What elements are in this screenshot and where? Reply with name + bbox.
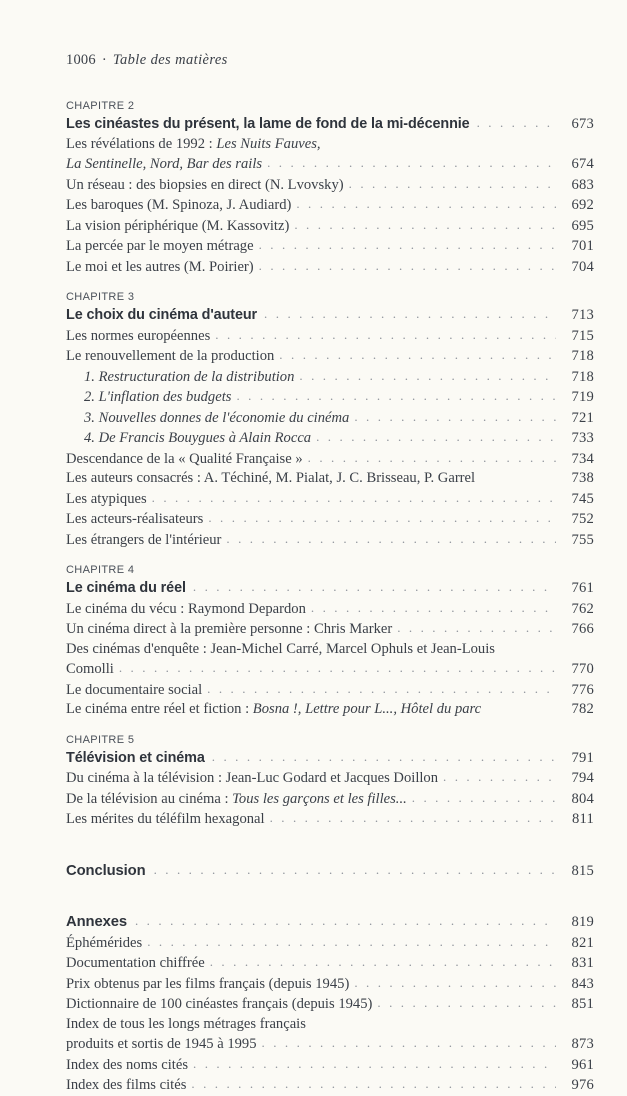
toc-entry-label: Prix obtenus par les films français (depuis 1945): [66, 975, 350, 992]
toc-entry-label: 1. Restructuration de la distribution: [84, 368, 295, 385]
toc-entry-label: Télévision et cinéma: [66, 749, 205, 766]
dot-leader: [236, 386, 556, 406]
toc-entry[interactable]: [66, 953, 594, 974]
toc-entry-label: Annexes: [66, 914, 127, 930]
toc-entry-label: Le cinéma entre réel et fiction : Bosna !, Lettre pour L..., Hôtel du parc: [66, 701, 482, 717]
toc-entry-label: Le cinéma du réel: [66, 580, 186, 596]
toc-entry-label: Éphémérides: [66, 934, 143, 951]
dot-leader: [193, 1054, 556, 1074]
chapter-block: [66, 563, 594, 720]
dot-leader: [279, 345, 556, 365]
chapter-block: [66, 99, 594, 277]
toc-entry[interactable]: [66, 1015, 594, 1035]
toc-entry-label: Les normes européennes: [66, 327, 211, 344]
toc-entry[interactable]: [66, 175, 594, 196]
toc-entry-label: Du cinéma à la télévision : Jean-Luc Godard et Jacques Doillon: [66, 770, 439, 786]
toc-page-number[interactable]: 733: [571, 430, 594, 446]
toc-entry-label: Comolli: [66, 661, 114, 677]
toc-page-number[interactable]: 752: [571, 511, 594, 527]
dot-leader: [191, 1074, 556, 1094]
toc-entry[interactable]: [66, 974, 594, 995]
toc-page-number[interactable]: 704: [571, 258, 594, 275]
toc-page-number[interactable]: 821: [571, 934, 594, 951]
dot-leader: [193, 577, 556, 597]
dot-leader: [267, 153, 556, 173]
toc-entry[interactable]: [66, 680, 594, 701]
toc-entry-label: Dictionnaire de 100 cinéastes français (depuis 1945): [66, 996, 373, 1012]
toc-page-number[interactable]: 761: [571, 580, 594, 596]
folio-number: 1006: [66, 52, 96, 68]
chapter-block: [66, 733, 594, 830]
toc-entry[interactable]: [66, 509, 594, 530]
toc-page-number[interactable]: 782: [571, 701, 594, 717]
toc-entry-label: Le moi et les autres (M. Poirier): [66, 258, 254, 275]
toc-entry[interactable]: [66, 789, 594, 810]
dot-leader: [147, 932, 556, 952]
toc-entry-label: Le documentaire social: [66, 681, 203, 698]
toc-entry-label: Les auteurs consacrés : A. Téchiné, M. Pialat, J. C. Brisseau, P. Garrel: [66, 470, 476, 486]
dot-leader: [212, 747, 556, 767]
toc-entry[interactable]: [66, 599, 594, 620]
section-block: [66, 894, 594, 1096]
chapter-kicker: CHAPITRE 3: [66, 291, 135, 303]
toc-page-number[interactable]: 718: [571, 348, 594, 364]
toc-entry-label: 4. De Francis Bouygues à Alain Rocca: [84, 430, 312, 446]
toc-page-number[interactable]: 695: [571, 217, 594, 234]
dot-leader: [152, 488, 556, 508]
toc-entry-label: Le cinéma du vécu : Raymond Depardon: [66, 600, 306, 617]
toc-entry[interactable]: [66, 994, 594, 1015]
dot-leader: [397, 618, 556, 638]
toc-entry-label: De la télévision au cinéma : Tous les garçons et les filles...: [66, 790, 407, 807]
toc-page-number[interactable]: 815: [571, 862, 594, 879]
toc-entry-label: 2. L'inflation des budgets: [84, 389, 232, 405]
toc-entry[interactable]: [66, 933, 594, 954]
chapter-kicker: CHAPITRE 4: [66, 564, 135, 576]
running-head: [66, 52, 594, 69]
toc-page-number[interactable]: 851: [571, 996, 594, 1012]
toc-entry[interactable]: [66, 489, 594, 510]
dot-leader: [210, 952, 556, 972]
toc-page-number[interactable]: 715: [571, 327, 594, 344]
toc-entry[interactable]: [66, 114, 594, 135]
toc-page-number[interactable]: 873: [571, 1036, 594, 1052]
toc-entry-label: Le renouvellement de la production: [66, 348, 275, 364]
dot-leader: [262, 1033, 556, 1053]
chapter-kicker: CHAPITRE 2: [66, 100, 135, 112]
toc-entry-label: Index de tous les longs métrages français: [66, 1015, 306, 1032]
toc-entry[interactable]: [66, 346, 594, 367]
toc-entry-label: Les étrangers de l'intérieur: [66, 531, 222, 548]
toc-page-number[interactable]: 766: [571, 621, 594, 637]
toc-entry-label: Un cinéma direct à la première personne : Chris Marker: [66, 621, 393, 637]
toc-entry-label: Descendance de la « Qualité Française »: [66, 450, 303, 467]
toc-entry[interactable]: [66, 428, 594, 449]
dot-leader: [477, 113, 556, 133]
toc-page-number[interactable]: 738: [571, 470, 594, 486]
dot-leader: [135, 911, 556, 931]
toc-page-number[interactable]: 692: [571, 197, 594, 213]
dot-leader: [349, 174, 556, 194]
dot-leader: [259, 256, 556, 276]
dot-leader: [299, 366, 556, 386]
toc-entry[interactable]: [66, 195, 594, 216]
toc-entry[interactable]: [66, 154, 594, 175]
dot-leader: [294, 215, 556, 235]
dot-leader: [377, 993, 556, 1013]
toc-entry-label: Des cinémas d'enquête : Jean-Michel Carré, Marcel Ophuls et Jean-Louis: [66, 640, 495, 657]
toc-entry[interactable]: [66, 530, 594, 551]
section-spacer: [66, 894, 594, 912]
chapter-block: [66, 290, 594, 550]
toc-entry[interactable]: [66, 257, 594, 278]
toc-body: [66, 99, 594, 1096]
toc-page-number[interactable]: 719: [571, 389, 594, 405]
toc-entry[interactable]: [66, 861, 594, 882]
dot-leader: [412, 788, 556, 808]
toc-entry[interactable]: [66, 387, 594, 408]
toc-page-number[interactable]: 718: [571, 368, 594, 385]
dot-leader: [207, 679, 556, 699]
dot-leader: [308, 448, 556, 468]
toc-entry[interactable]: [66, 408, 594, 429]
toc-entry[interactable]: [66, 640, 594, 660]
toc-entry-label: La vision périphérique (M. Kassovitz): [66, 217, 290, 234]
toc-entry-label: Index des noms cités: [66, 1056, 188, 1073]
toc-entry-label: Les révélations de 1992 : Les Nuits Fauves,: [66, 135, 321, 152]
toc-entry-label: Le choix du cinéma d'auteur: [66, 307, 258, 323]
toc-entry[interactable]: [66, 326, 594, 347]
toc-entry-label: La percée par le moyen métrage: [66, 238, 254, 254]
dot-leader: [443, 767, 556, 787]
toc-page-number[interactable]: 843: [571, 975, 594, 992]
toc-entry[interactable]: [66, 912, 594, 933]
toc-page-number[interactable]: 831: [571, 955, 594, 971]
toc-page-number[interactable]: 794: [571, 770, 594, 786]
toc-page-number[interactable]: 701: [571, 238, 594, 254]
toc-page-number[interactable]: 976: [571, 1077, 594, 1093]
dot-leader: [226, 529, 556, 549]
toc-entry[interactable]: [66, 619, 594, 640]
toc-page-number[interactable]: 683: [571, 176, 594, 193]
chapter-kicker: CHAPITRE 5: [66, 733, 135, 746]
toc-entry-label: Les baroques (M. Spinoza, J. Audiard): [66, 197, 292, 213]
toc-entry-label: Documentation chiffrée: [66, 955, 205, 971]
dot-leader: [354, 973, 556, 993]
toc-page-number[interactable]: 745: [571, 490, 594, 507]
toc-page-number[interactable]: 734: [571, 450, 594, 467]
toc-entry[interactable]: [66, 449, 594, 470]
dot-leader: [208, 508, 556, 528]
toc-entry-label: Conclusion: [66, 862, 146, 879]
running-head-title: Table des matières: [112, 52, 228, 68]
toc-entry[interactable]: [66, 748, 594, 769]
dot-leader: [296, 194, 556, 214]
toc-entry-label: Index des films cités: [66, 1077, 187, 1093]
dot-leader: [311, 598, 556, 618]
dot-leader: [119, 658, 556, 678]
toc-page-number[interactable]: 762: [571, 600, 594, 617]
toc-entry[interactable]: [66, 1075, 594, 1096]
toc-entry[interactable]: [66, 135, 594, 155]
toc-page-number[interactable]: 770: [571, 661, 594, 677]
toc-entry[interactable]: [66, 1055, 594, 1076]
toc-entry-label: Les cinéastes du présent, la lame de fond de la mi-décennie: [66, 116, 470, 132]
toc-page-number[interactable]: 713: [571, 307, 594, 323]
toc-entry[interactable]: [66, 367, 594, 388]
toc-entry-label: 3. Nouvelles donnes de l'économie du cinéma: [84, 409, 350, 426]
dot-leader: [270, 808, 556, 828]
toc-page-number[interactable]: 791: [571, 749, 594, 766]
toc-page-number[interactable]: 673: [571, 116, 594, 132]
toc-entry[interactable]: [66, 1034, 594, 1055]
toc-page-number[interactable]: 961: [571, 1056, 594, 1073]
toc-entry[interactable]: [66, 659, 594, 680]
dot-leader: [354, 407, 556, 427]
toc-page-number[interactable]: 721: [571, 409, 594, 426]
dot-leader: [316, 427, 556, 447]
toc-page-number[interactable]: 674: [571, 156, 594, 172]
toc-page-number[interactable]: 819: [571, 914, 594, 930]
toc-entry-title-italic: Tous les garçons et les filles...: [232, 790, 407, 807]
dot-leader: [215, 325, 556, 345]
toc-entry[interactable]: [66, 469, 594, 489]
toc-entry[interactable]: [66, 305, 594, 326]
section-block: [66, 843, 594, 882]
dot-leader: [154, 860, 556, 880]
toc-entry-label: produits et sortis de 1945 à 1995: [66, 1036, 257, 1052]
toc-entry[interactable]: [66, 809, 594, 830]
toc-entry[interactable]: [66, 236, 594, 257]
toc-entry-title-italic: Les Nuits Fauves,: [216, 135, 321, 152]
toc-entry[interactable]: [66, 768, 594, 789]
toc-entry[interactable]: [66, 700, 594, 720]
toc-page-number[interactable]: 811: [572, 811, 594, 827]
toc-entry-title-italic: La Sentinelle, Nord, Bar des rails: [66, 156, 263, 172]
running-head-separator: ·: [101, 52, 107, 68]
toc-page-number[interactable]: 776: [571, 681, 594, 698]
toc-entry[interactable]: [66, 578, 594, 599]
toc-page-number[interactable]: 804: [571, 790, 594, 807]
toc-entry-label: Les mérites du téléfilm hexagonal: [66, 811, 265, 827]
toc-entry-label: Les atypiques: [66, 490, 147, 507]
dot-leader: [264, 304, 556, 324]
toc-entry-title-italic: Bosna !, Lettre pour L..., Hôtel du parc: [252, 701, 482, 717]
dot-leader: [259, 235, 556, 255]
toc-entry[interactable]: [66, 216, 594, 237]
toc-page-number[interactable]: 755: [571, 531, 594, 548]
section-spacer: [66, 843, 594, 861]
toc-entry-label: [66, 155, 262, 175]
toc-entry-label: Un réseau : des biopsies en direct (N. Lvovsky): [66, 176, 344, 193]
toc-entry-label: Les acteurs-réalisateurs: [66, 511, 204, 527]
